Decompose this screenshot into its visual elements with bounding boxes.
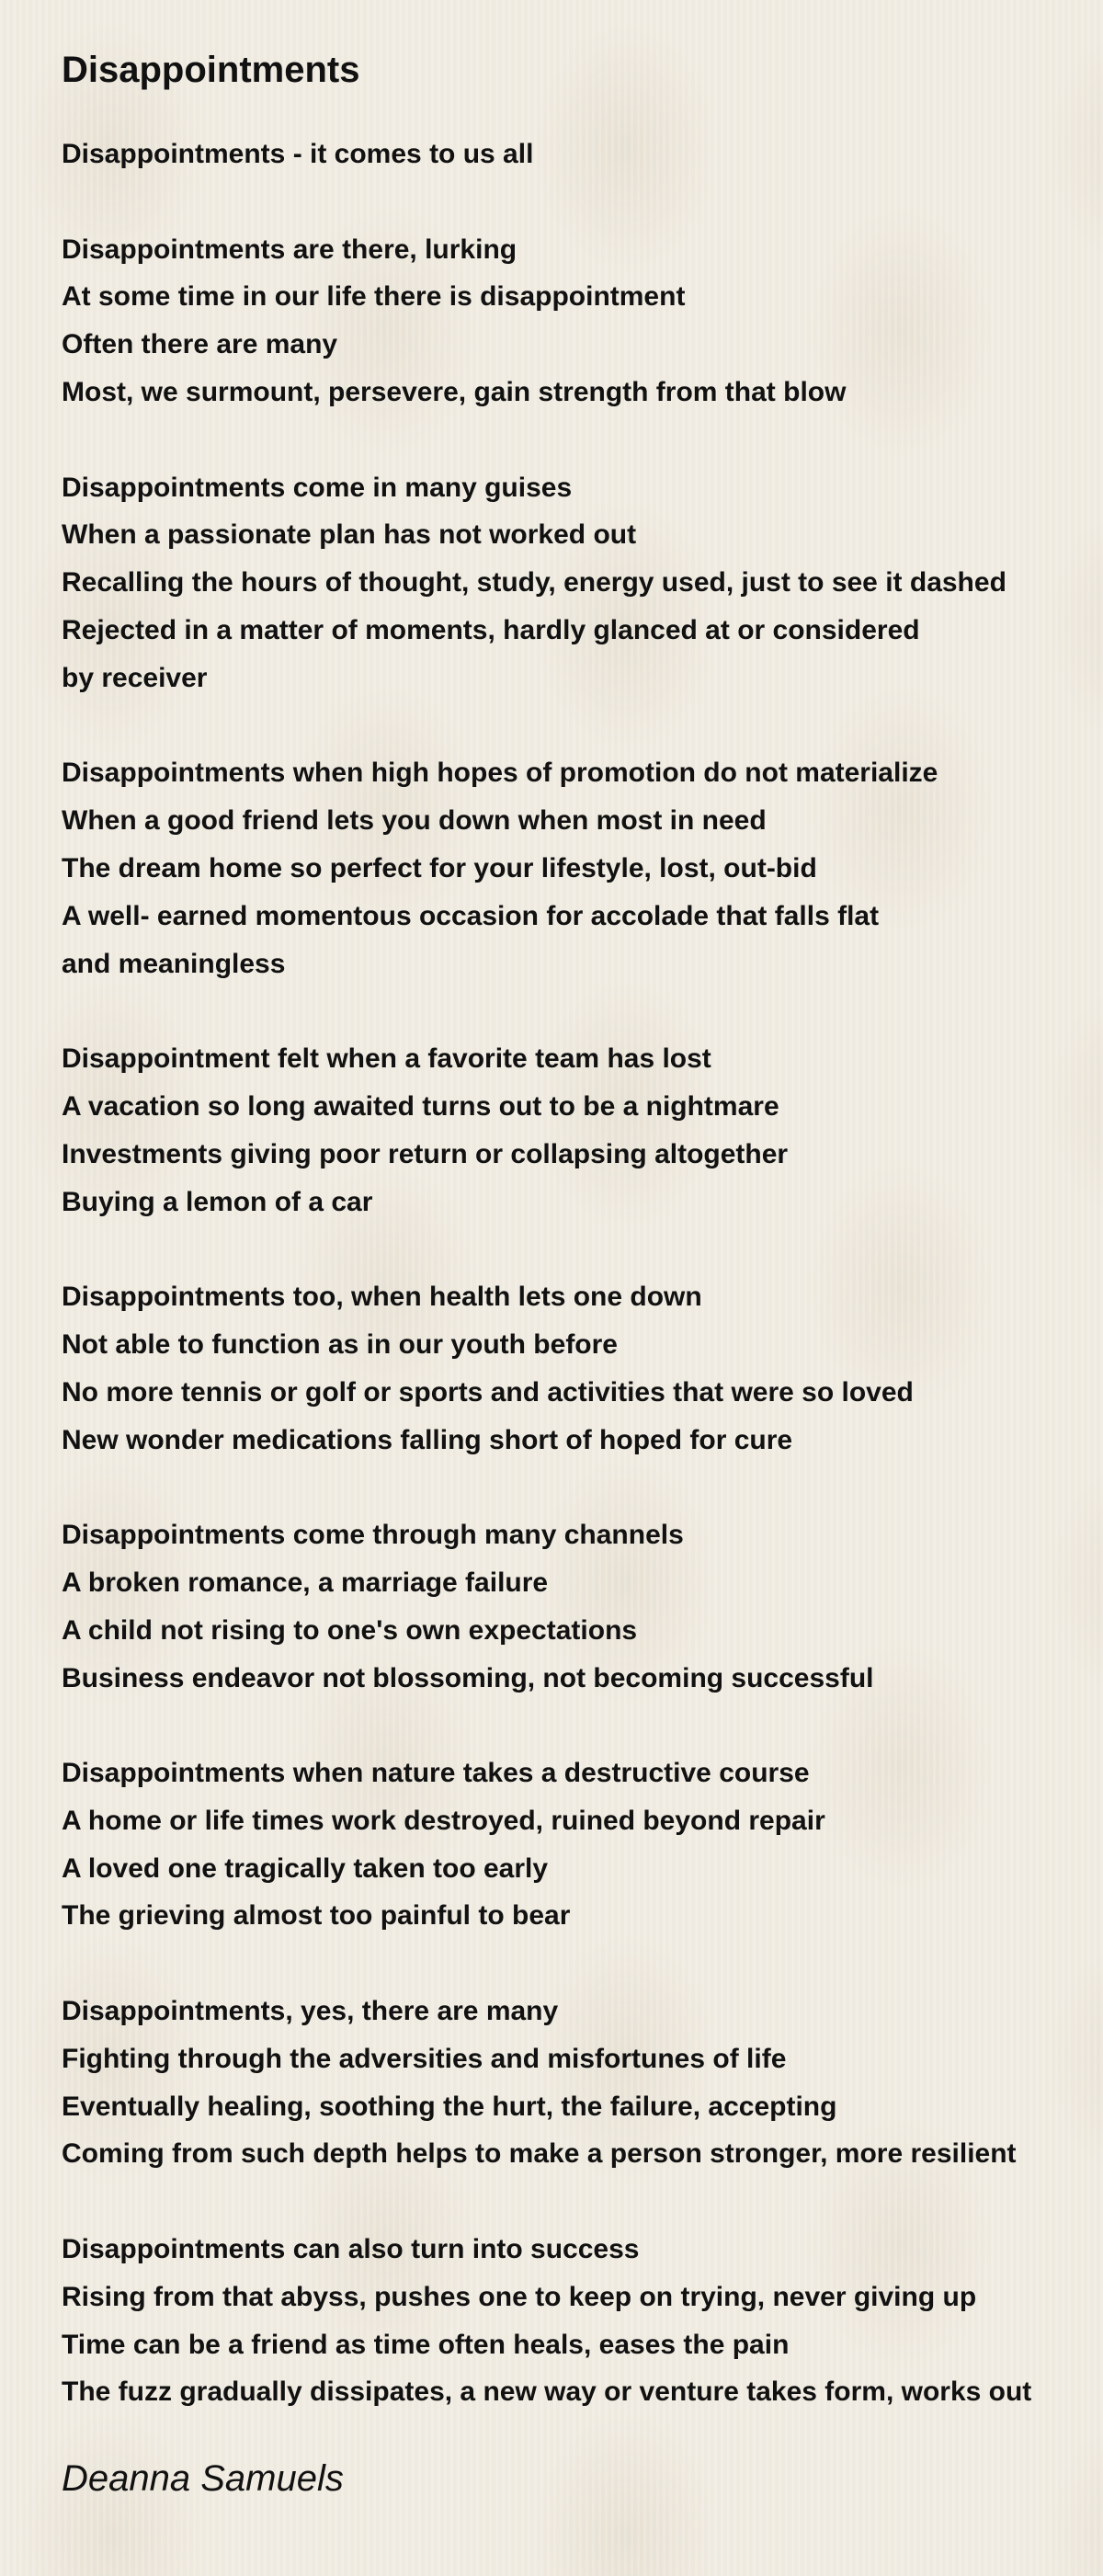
poem-line: A loved one tragically taken too early xyxy=(62,1852,549,1884)
poem-line: No more tennis or golf or sports and activities that were so loved xyxy=(62,1376,914,1408)
poem-stanza xyxy=(62,131,1103,178)
poem-title: Disappointments xyxy=(62,50,360,90)
poem-line: and meaningless xyxy=(62,948,286,979)
poem-line: A child not rising to one's own expectations xyxy=(62,1614,638,1646)
poem-stanza xyxy=(62,1035,1103,1225)
poem-line: Time can be a friend as time often heals, eases the pain xyxy=(62,2329,790,2360)
poem-line: Disappointment felt when a favorite team has lost xyxy=(62,1043,711,1075)
poem-line: A home or life times work destroyed, ruined beyond repair xyxy=(62,1805,825,1836)
poem-stanza xyxy=(62,1273,1103,1464)
poem-line: At some time in our life there is disappointment xyxy=(62,281,686,313)
poem-line: Recalling the hours of thought, study, energy used, just to see it dashed xyxy=(62,567,1006,598)
poem-line: by receiver xyxy=(62,662,208,693)
poem-line: The fuzz gradually dissipates, a new way or venture takes form, works out xyxy=(62,2377,1032,2408)
poem-line: Rejected in a matter of moments, hardly glanced at or considered xyxy=(62,614,920,645)
poem-stanza xyxy=(62,1511,1103,1702)
poem-line: Not able to function as in our youth before xyxy=(62,1328,618,1360)
poem-line: Disappointments come through many channels xyxy=(62,1520,684,1551)
poem-line: Disappointments, yes, there are many xyxy=(62,1996,559,2027)
poem-line: The dream home so perfect for your lifestyle, lost, out-bid xyxy=(62,852,817,883)
poem-line: Often there are many xyxy=(62,329,338,360)
poem-line: Investments giving poor return or collapsing altogether xyxy=(62,1138,789,1169)
poem-line: Business endeavor not blossoming, not becoming successful xyxy=(62,1662,874,1693)
poem-line: Eventually healing, soothing the hurt, the failure, accepting xyxy=(62,2091,837,2122)
poem-line: A broken romance, a marriage failure xyxy=(62,1567,549,1598)
poem-line: Disappointments too, when health lets one down xyxy=(62,1282,702,1313)
poem-line: The grieving almost too painful to bear xyxy=(62,1900,571,1932)
poem-line: Disappointments when nature takes a destructive course xyxy=(62,1758,810,1789)
poem-line: Disappointments when high hopes of promotion do not materialize xyxy=(62,758,938,789)
poem-author: Deanna Samuels xyxy=(62,2458,344,2500)
poem-stanza xyxy=(62,1750,1103,1940)
poem-line: Most, we surmount, persevere, gain strength from that blow xyxy=(62,376,847,407)
poem-stanza xyxy=(62,749,1103,987)
poem-line: When a passionate plan has not worked out xyxy=(62,519,637,551)
poem-line: Buying a lemon of a car xyxy=(62,1186,373,1217)
poem-line: Rising from that abyss, pushes one to keep on trying, never giving up xyxy=(62,2281,977,2312)
poem-stanza xyxy=(62,464,1103,702)
poem-line: Coming from such depth helps to make a person stronger, more resilient xyxy=(62,2138,1017,2170)
poem-line: New wonder medications falling short of hoped for cure xyxy=(62,1424,793,1455)
poem-line: A well- earned momentous occasion for accolade that falls flat xyxy=(62,900,880,931)
poem-line: A vacation so long awaited turns out to be a nightmare xyxy=(62,1090,779,1122)
poem-stanza xyxy=(62,1988,1103,2178)
poem-body xyxy=(62,131,1103,2416)
poem-page xyxy=(62,48,1103,2501)
poem-stanza xyxy=(62,226,1103,416)
poem-line: Disappointments are there, lurking xyxy=(62,234,517,265)
poem-line: When a good friend lets you down when most in need xyxy=(62,805,767,837)
poem-line: Fighting through the adversities and misfortunes of life xyxy=(62,2043,787,2074)
poem-stanza xyxy=(62,2226,1103,2416)
poem-line: Disappointments come in many guises xyxy=(62,472,573,503)
poem-line: Disappointments can also turn into success xyxy=(62,2234,640,2265)
poem-line: Disappointments - it comes to us all xyxy=(62,139,534,169)
